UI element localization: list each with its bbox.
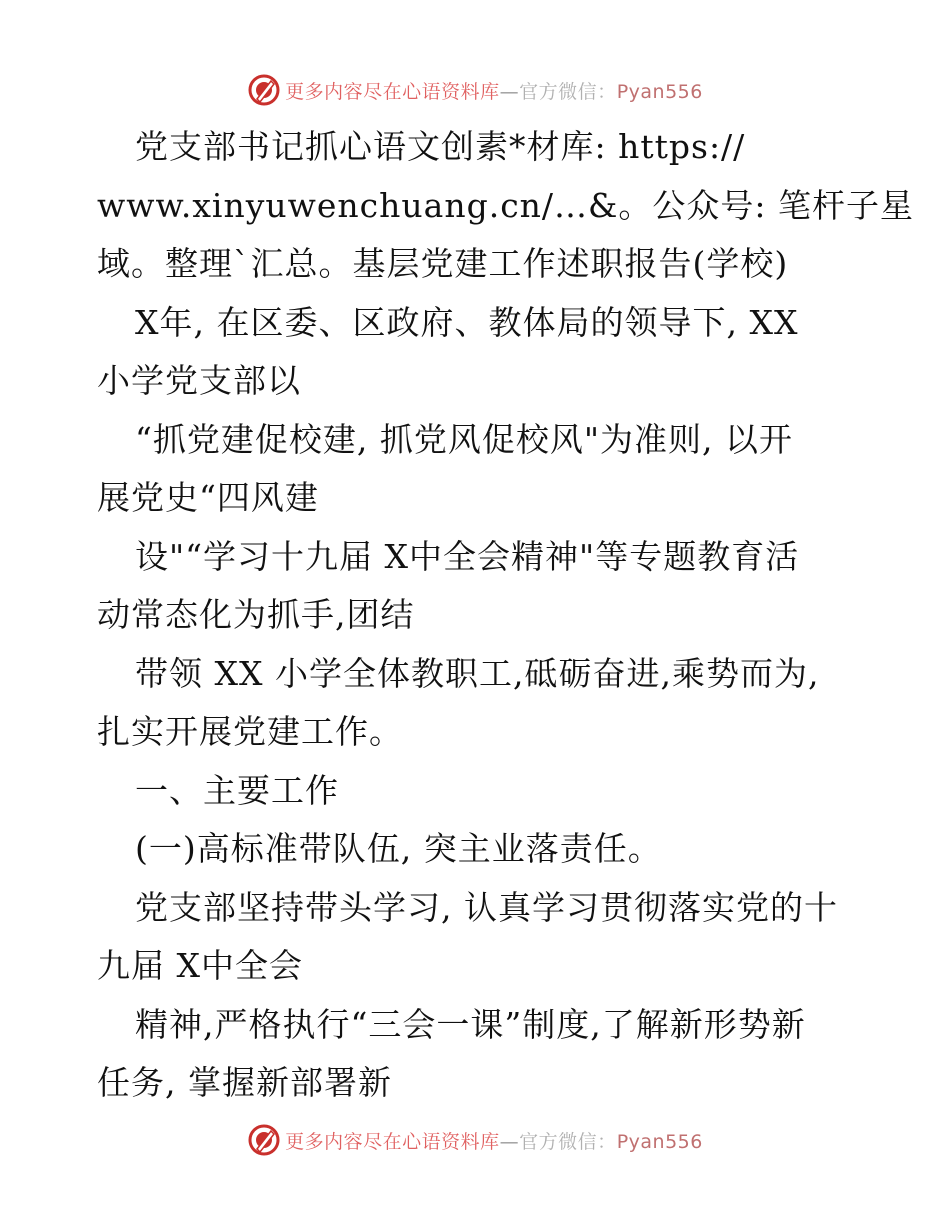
- paragraph-line: “抓党建促校建, 抓党风促校风"为准则, 以开: [135, 419, 794, 459]
- paragraph-line: 域。整理`汇总。基层党建工作述职报告(学校): [97, 244, 789, 283]
- paragraph-line: www.xinyuwenchuang.cn/…&。公众号: 笔杆子星: [97, 185, 915, 225]
- watermark-site: 更多内容尽在心语资料库: [285, 80, 500, 103]
- header-watermark: [0, 70, 950, 110]
- subsection-heading: (一)高标准带队伍, 突主业落责任。: [135, 829, 662, 868]
- watermark-dash: —: [499, 80, 520, 103]
- paragraph-line: 九届 X中全会: [97, 946, 303, 985]
- paragraph-line: 扎实开展党建工作。: [97, 712, 403, 751]
- pen-logo-icon: [247, 1123, 281, 1157]
- watermark-contact-handle: Pyan556: [616, 80, 703, 103]
- document-body: [97, 118, 915, 1113]
- footer-watermark: [0, 1120, 950, 1160]
- watermark-contact-handle: Pyan556: [616, 1130, 703, 1153]
- paragraph-line: 精神,严格执行“三会一课”制度,了解新形势新: [135, 1004, 806, 1044]
- paragraph-line: 展党史“四风建: [97, 478, 319, 517]
- pen-logo-icon: [247, 73, 281, 107]
- watermark-contact-label: 官方微信：: [519, 80, 617, 103]
- paragraph-line: 小学党支部以: [97, 361, 301, 400]
- paragraph-line: X年, 在区委、区政府、教体局的领导下, XX: [135, 302, 799, 342]
- watermark-dash: —: [499, 1130, 520, 1153]
- paragraph-line: 带领 XX 小学全体教职工,砥砺奋进,乘势而为,: [135, 653, 820, 693]
- paragraph-line: 党支部坚持带头学习, 认真学习贯彻落实党的十: [135, 887, 838, 927]
- watermark-site: 更多内容尽在心语资料库: [285, 1130, 500, 1153]
- watermark-contact-label: 官方微信：: [519, 1130, 617, 1153]
- paragraph-line: 任务, 掌握新部署新: [97, 1063, 392, 1102]
- paragraph-line: 动常态化为抓手,团结: [97, 595, 415, 634]
- paragraph-line: 设"“学习十九届 X中全会精神"等专题教育活: [135, 536, 800, 576]
- paragraph-line: 党支部书记抓心语文创素*材库: https://: [135, 127, 746, 166]
- section-heading: 一、主要工作: [135, 770, 339, 810]
